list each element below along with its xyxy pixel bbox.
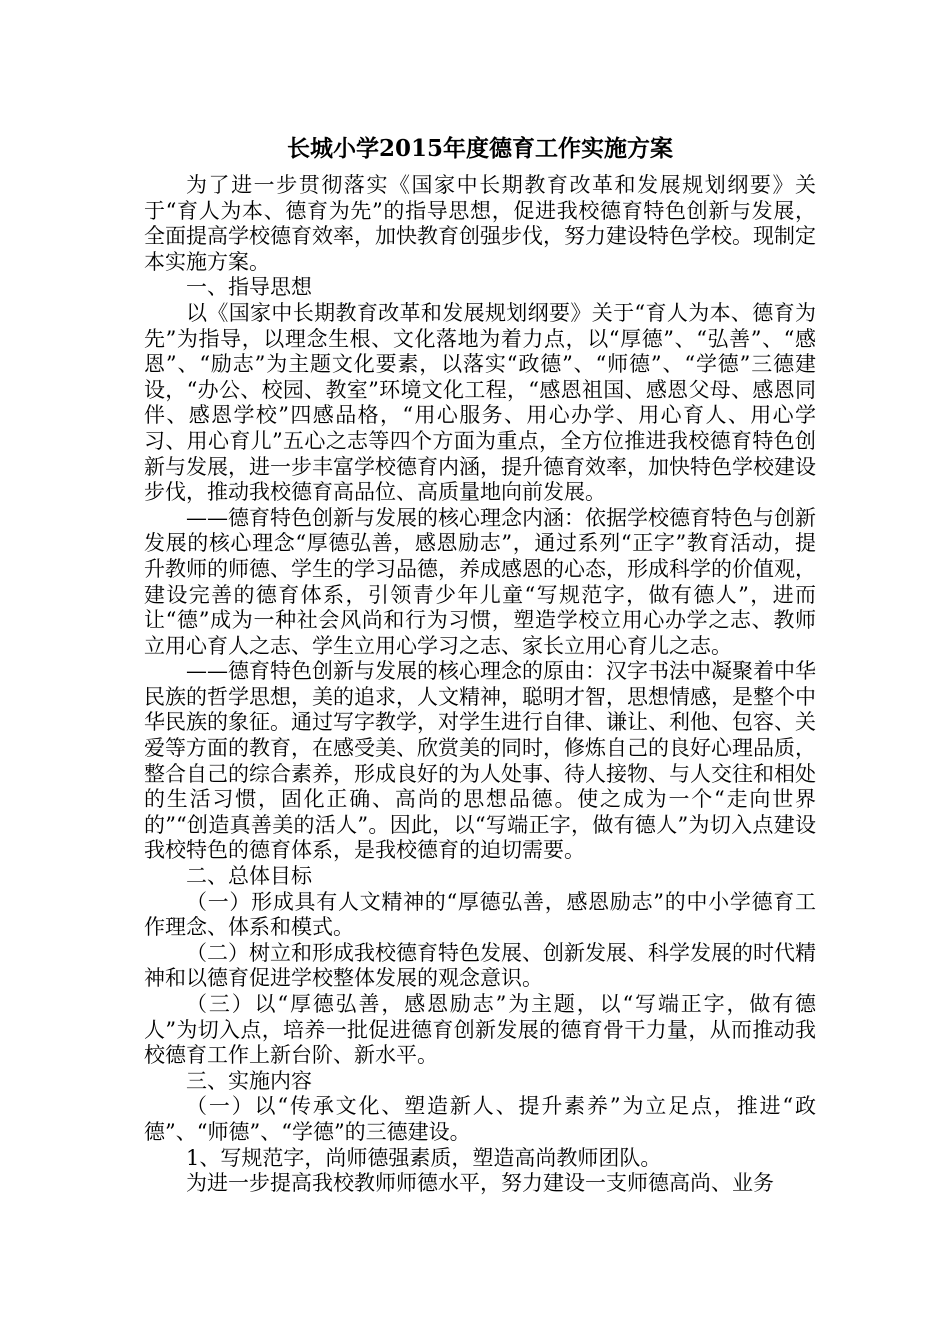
- document-body: [144, 133, 816, 1197]
- core-concept-origin-paragraph: ——德育特色创新与发展的核心理念的原由：汉字书法中凝聚着中华民族的哲学思想，美的追求，人文精神，聪明才智，思想情感，是整个中华民族的象征。通过写字教学，对学生进行自律、谦让、利他、包容、关爱等方面的教育，在感受美、欣赏美的同时，修炼自己的良好心理品质，整合自己的综合素养，形成良好的为人处事、待人接物、与人交往和相处的生活习惯，固化正确、高尚的思想品德。使之成为一个“走向世界的”“创造真善美的活人”。因此，以“写端正字，做有德人”为切入点建设我校特色的德育体系，是我校德育的迫切需要。: [144, 659, 816, 863]
- section-heading-guiding-thought: 一、指导思想: [186, 275, 312, 300]
- section-heading-implementation: 三、实施内容: [186, 1068, 312, 1093]
- section-heading-overall-goals: 二、总体目标: [186, 864, 312, 889]
- implementation-item-1: （一）以“传承文化、塑造新人、提升素养”为立足点，推进“政德”、“师德”、“学德”的三德建设。: [144, 1094, 816, 1144]
- implementation-paragraph: 为进一步提高我校教师师德水平，努力建设一支师德高尚、业务: [186, 1171, 774, 1196]
- intro-paragraph: 为了进一步贯彻落实《国家中长期教育改革和发展规划纲要》关于“育人为本、德育为先”的指导思想，促进我校德育特色创新与发展，全面提高学校德育效率，加快教育创强步伐，努力建设特色学校。现制定本实施方案。: [144, 173, 816, 274]
- core-concept-paragraph: ——德育特色创新与发展的核心理念内涵：依据学校德育特色与创新发展的核心理念“厚德弘善，感恩励志”，通过系列“正字”教育活动，提升教师的师德、学生的学习品德，养成感恩的心态，形成科学的价值观，建设完善的德育体系，引领青少年儿童“写规范字，做有德人”，进而让“德”成为一种社会风尚和行为习惯，塑造学校立用心办学之志、教师立用心育人之志、学生立用心学习之志、家长立用心育儿之志。: [144, 505, 816, 658]
- implementation-subitem-1: 1、写规范字，尚师德强素质，塑造高尚教师团队。: [186, 1145, 662, 1170]
- goal-item-2: （二）树立和形成我校德育特色发展、创新发展、科学发展的时代精神和以德育促进学校整体发展的观念意识。: [144, 940, 816, 991]
- title-block: [144, 133, 816, 173]
- document-title: 长城小学2015年度德育工作实施方案: [286, 135, 673, 162]
- goal-item-1: （一）形成具有人文精神的“厚德弘善，感恩励志”的中小学德育工作理念、体系和模式。: [144, 889, 816, 940]
- goal-item-3: （三）以“厚德弘善，感恩励志”为主题，以“写端正字，做有德人”为切入点，培养一批促进德育创新发展的德育骨干力量，从而推动我校德育工作上新台阶、新水平。: [144, 992, 816, 1068]
- guiding-thought-paragraph: 以《国家中长期教育改革和发展规划纲要》关于“育人为本、德育为先”为指导，以理念生根、文化落地为着力点，以“厚德”、“弘善”、“感恩”、“励志”为主题文化要素，以落实“政德”、“师德”、“学德”三德建设，“办公、校园、教室”环境文化工程，“感恩祖国、感恩父母、感恩同伴、感恩学校”四感品格，“用心服务、用心办学、用心育人、用心学习、用心育儿”五心之志等四个方面为重点，全方位推进我校德育特色创新与发展，进一步丰富学校德育内涵，提升德育效率，加快特色学校建设步伐，推动我校德育高品位、高质量地向前发展。: [144, 300, 816, 505]
